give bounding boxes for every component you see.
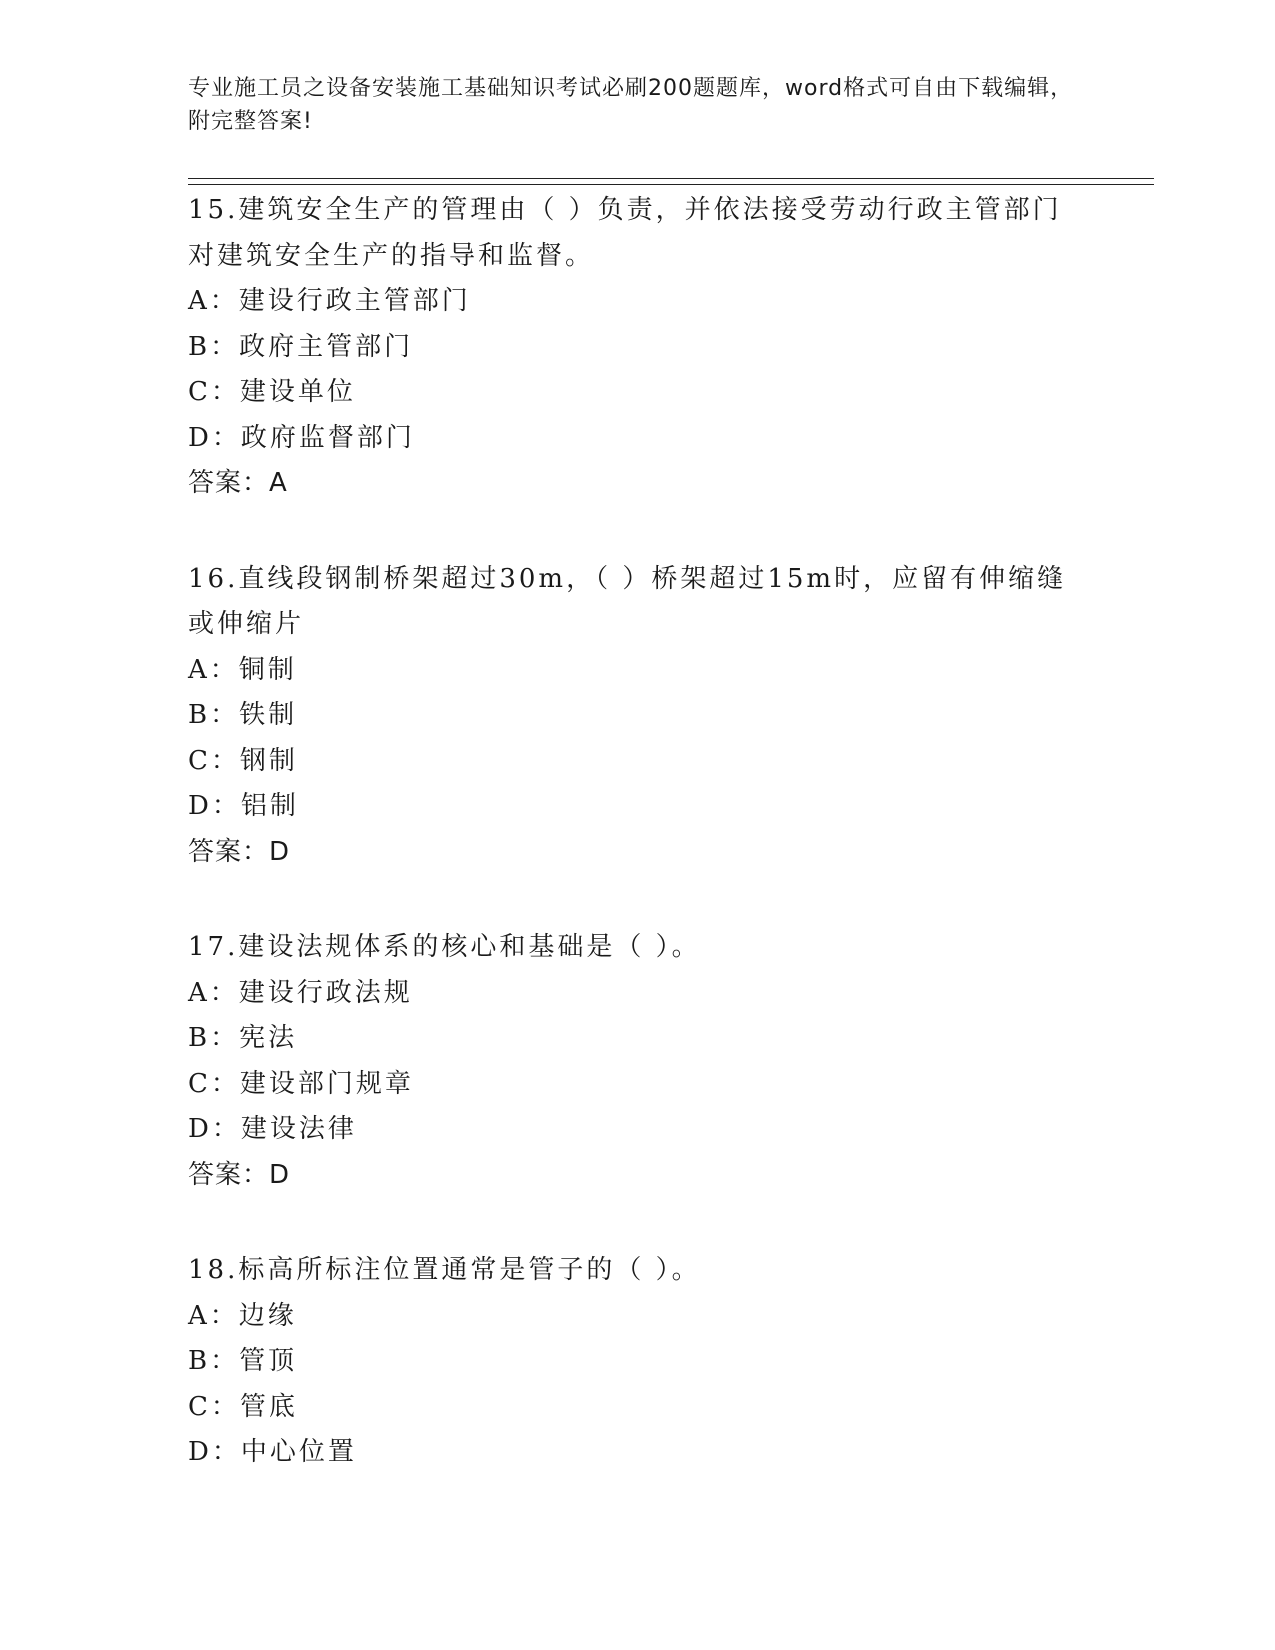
option-c: C：建设部门规章: [188, 1068, 414, 1099]
option-c: C：建设单位: [188, 377, 356, 407]
option-d: D：建设法律: [188, 1114, 357, 1144]
answer-label: 答案：D: [188, 1159, 291, 1190]
question-list: [188, 188, 1088, 1526]
option-b: B：铁制: [188, 700, 298, 730]
option-d: D：政府监督部门: [188, 422, 415, 453]
option-b: B：政府主管部门: [188, 331, 414, 362]
header-divider: [188, 178, 1154, 185]
option-c: C：管底: [188, 1391, 298, 1422]
option-a: A：建设行政主管部门: [188, 286, 471, 316]
question-15: [188, 188, 1088, 507]
option-b: B：宪法: [188, 1023, 298, 1053]
option-a: A：建设行政法规: [188, 977, 413, 1008]
question-text: 18.标高所标注位置通常是管子的（ ）。: [188, 1255, 701, 1285]
option-d: D：铝制: [188, 791, 299, 821]
answer-label: 答案：A: [188, 468, 288, 498]
question-text: 17.建设法规体系的核心和基础是（ ）。: [188, 932, 701, 962]
answer-label: 答案：D: [188, 836, 291, 867]
question-18: [188, 1248, 1088, 1476]
option-b: B：管顶: [188, 1346, 298, 1376]
question-text: 16.直线段钢制桥架超过30m，（ ）桥架超过15m时，应留有伸缩缝或伸缩片: [188, 563, 1067, 639]
question-17: [188, 925, 1088, 1198]
option-a: A：边缘: [188, 1300, 297, 1331]
option-d: D：中心位置: [188, 1437, 357, 1467]
document-header: 专业施工员之设备安装施工基础知识考试必刷200题题库，word格式可自由下载编辑，附完整答案!: [188, 76, 1074, 134]
question-16: [188, 557, 1088, 876]
option-a: A：铜制: [188, 654, 297, 685]
option-c: C：钢制: [188, 745, 298, 776]
question-text: 15.建筑安全生产的管理由（ ）负责，并依法接受劳动行政主管部门对建筑安全生产的指导和监督。: [188, 195, 1062, 271]
